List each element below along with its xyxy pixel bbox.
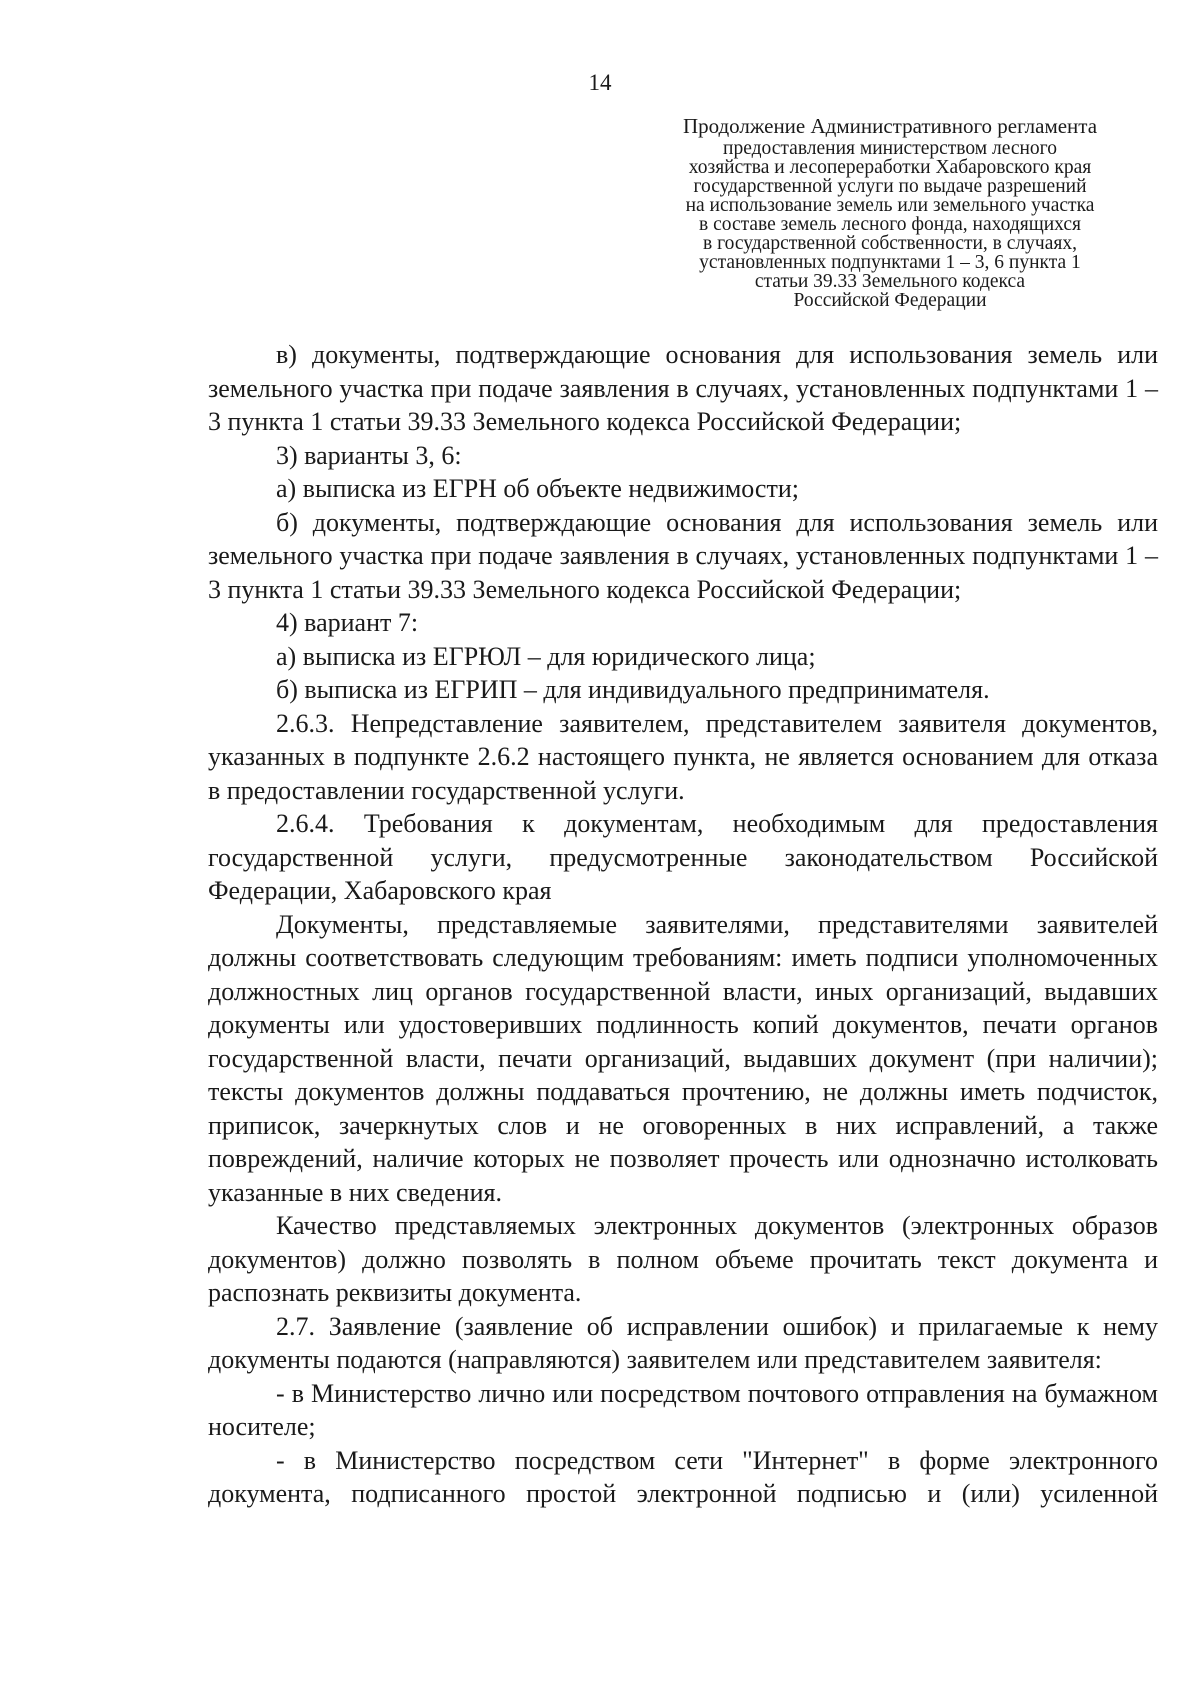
header-line: статьи 39.33 Земельного кодекса [754, 271, 1026, 292]
header-line: хозяйства и лесопереработки Хабаровского края [688, 157, 1092, 178]
page-number: 14 [588, 70, 612, 95]
paragraph: - в Министерство посредством сети "Интернет" в форме электронного документа, подписанного простой электронной подписью и (или) усиленной [208, 1445, 1158, 1508]
paragraph: 2.6.3. Непредставление заявителем, представителем заявителя документов, указанных в подпункте 2.6.2 настоящего пункта, не является основанием для отказа в предоставлении государственной услуги. [208, 708, 1158, 805]
paragraph: 3) варианты 3, 6: [276, 440, 462, 470]
paragraph: в) документы, подтверждающие основания для использования земель или земельного участка при подаче заявления в случаях, установленных подпунктами 1 – 3 пункта 1 статьи 39.33 Земельного кодекса Российской Федерации; [208, 340, 1158, 436]
paragraph: 4) вариант 7: [276, 608, 419, 637]
header-line: на использование земель или земельного участка [685, 195, 1095, 216]
paragraph: а) выписка из ЕГРЮЛ – для юридического лица; [276, 641, 816, 671]
paragraph: Документы, представляемые заявителями, представителями заявителей должны соответствовать следующим требованиям: иметь подписи уполномоченных должностных лиц органов государственной власти, иных организаций, выдавших документы или удостоверивших подлинность копий документов, печати органов государственной власти, печати организаций, выдавших документ (при наличии); тексты документов должны поддаваться прочтению, не должны иметь подчисток, приписок, зачеркнутых слов и не оговоренных в них исправлений, а также повреждений, наличие которых не позволяет прочесть или однозначно истолковать указанные в них сведения. [208, 909, 1158, 1207]
header-line: в составе земель лесного фонда, находящихся [699, 214, 1081, 235]
paragraph: б) выписка из ЕГРИП – для индивидуального предпринимателя. [276, 675, 990, 704]
paragraph: - в Министерство лично или посредством почтового отправления на бумажном носителе; [208, 1378, 1158, 1441]
header-line: установленных подпунктами 1 – 3, 6 пункта 1 [699, 252, 1081, 273]
header-title: Продолжение Административного регламента [682, 114, 1098, 138]
header-line: предоставления министерством лесного [723, 138, 1057, 159]
paragraph: Качество представляемых электронных документов (электронных образов документов) должно позволять в полном объеме прочитать текст документа и распознать реквизиты документа. [208, 1211, 1158, 1307]
header-line: Российской Федерации [793, 290, 987, 311]
document-header [640, 113, 1140, 310]
paragraph: а) выписка из ЕГРН об объекте недвижимости; [276, 474, 799, 503]
paragraph: б) документы, подтверждающие основания для использования земель или земельного участка при подаче заявления в случаях, установленных подпунктами 1 – 3 пункта 1 статьи 39.33 Земельного кодекса Российской Федерации; [208, 507, 1158, 604]
header-line: в государственной собственности, в случаях, [703, 233, 1077, 254]
header-line: государственной услуги по выдаче разрешений [693, 176, 1087, 197]
document-body [208, 338, 1158, 1511]
paragraph: 2.7. Заявление (заявление об исправлении ошибок) и прилагаемые к нему документы подаются (направляются) заявителем или представителем заявителя: [208, 1311, 1158, 1374]
paragraph: 2.6.4. Требования к документам, необходимым для предоставления государственной услуги, предусмотренные законодательством Российской Федерации, Хабаровского края [208, 809, 1158, 905]
